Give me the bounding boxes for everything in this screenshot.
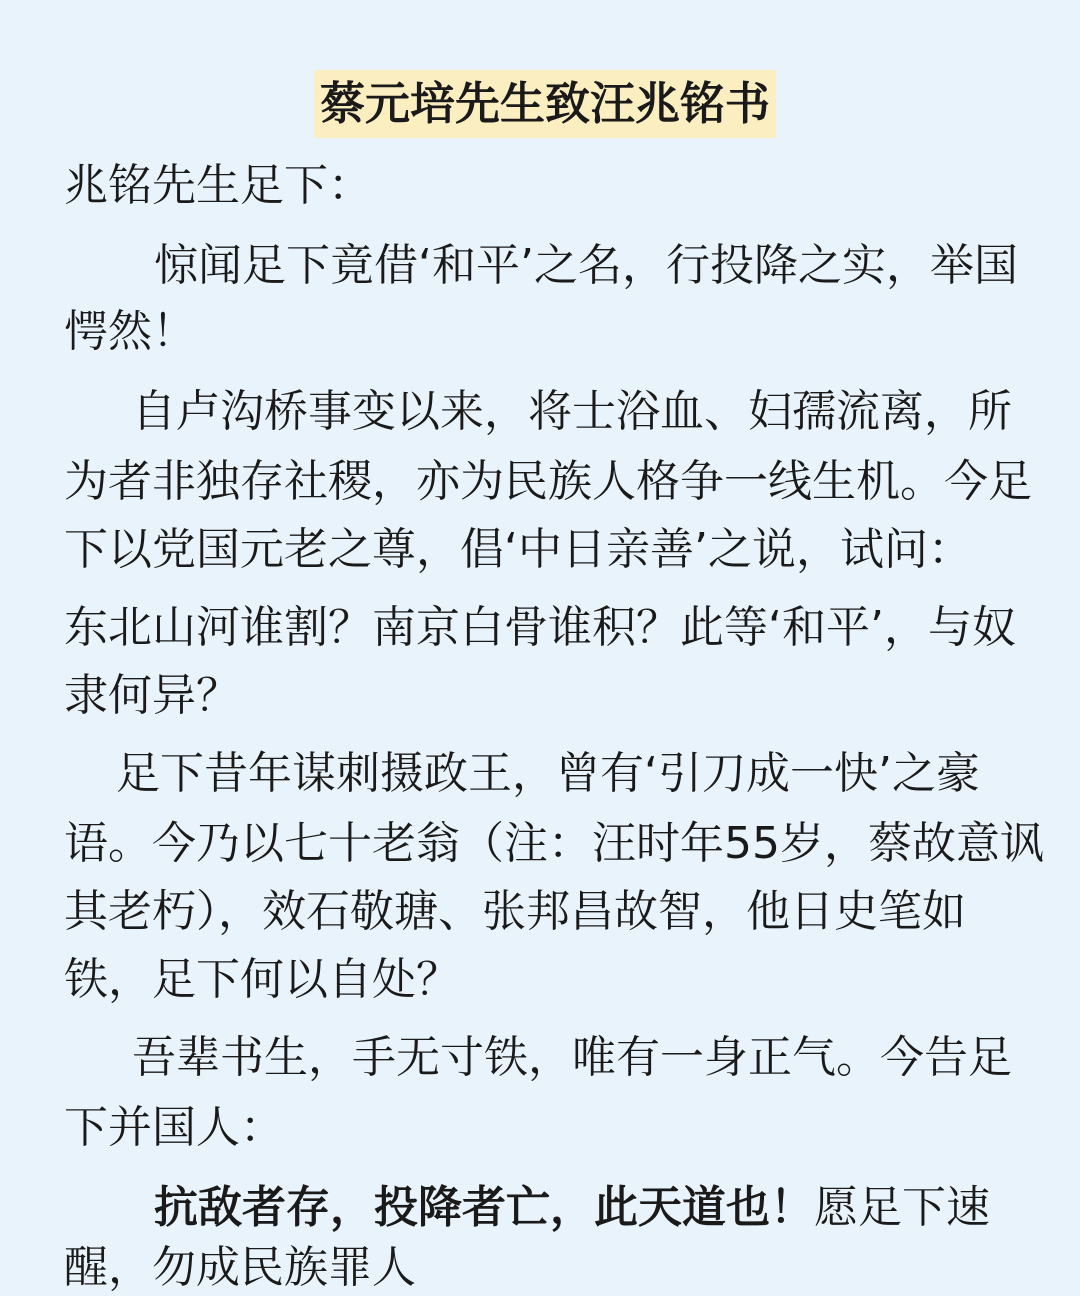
paragraph-3-line-1: 足下昔年谋刺摄政王，曾有‘引刀成一快’之豪 [116,748,980,799]
letter-title: 蔡元培先生致汪兆铭书 [314,70,776,138]
paragraph-2-line-5: 隶何异？ [64,670,240,721]
salutation: 兆铭先生足下： [64,160,372,211]
paragraph-2-line-1: 自卢沟桥事变以来，将士浴血、妇孺流离，所 [132,386,1012,437]
paragraph-1-line-1: 惊闻足下竟借‘和平’之名，行投降之实，举国 [154,240,1018,291]
paragraph-2-line-2: 为者非独存社稷，亦为民族人格争一线生机。今足 [64,456,1032,507]
bold-proclamation: 抗敌者存，投降者亡，此天道也！ [154,1182,814,1233]
paragraph-3-line-3: 其老朽），效石敬瑭、张邦昌故智，他日史笔如 [64,886,966,937]
paragraph-5-line-1 [154,1180,990,1236]
paragraph-1-line-2: 愕然！ [64,306,196,357]
paragraph-3-line-4: 铁，足下何以自处？ [64,954,460,1005]
paragraph-4-line-1: 吾辈书生，手无寸铁，唯有一身正气。今告足 [132,1032,1012,1083]
paragraph-2-line-4: 东北山河谁割？南京白骨谁积？此等‘和平’，与奴 [64,602,1016,653]
paragraph-4-line-2: 下并国人： [64,1102,284,1153]
paragraph-5-rest: 愿足下速 [814,1182,990,1233]
paragraph-2-line-3: 下以党国元老之尊，倡‘中日亲善’之说，试问： [64,524,972,575]
paragraph-3-line-2: 语。今乃以七十老翁（注：汪时年55岁，蔡故意讽 [64,818,1044,869]
paragraph-5-line-2-cut: 醒，勿成民族罪人 [64,1242,416,1293]
